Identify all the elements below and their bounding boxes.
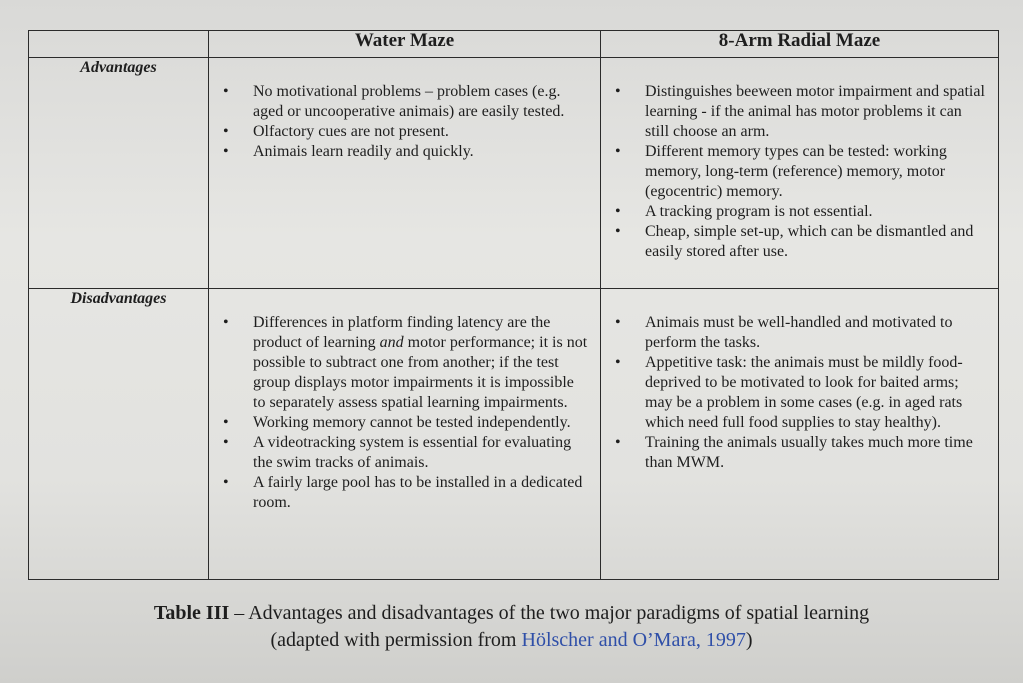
list-item: • Working memory cannot be tested independently. [223, 414, 571, 431]
table-header-row [29, 31, 999, 58]
bullet-list [607, 313, 988, 473]
list-item: • Animais must be well-handled and motivated to perform the tasks. [615, 314, 953, 351]
header-water-maze: Water Maze [209, 31, 601, 58]
header-radial-maze: 8-Arm Radial Maze [601, 31, 999, 58]
cell-advantages-water-maze [209, 58, 601, 289]
list-item: • A videotracking system is essential for evaluating the swim tracks of animais. [223, 434, 572, 471]
table-row-disadvantages [29, 289, 999, 580]
caption-line-2: (adapted with permission from Hölscher and O’Mara, 1997) [270, 629, 753, 651]
list-item: • Olfactory cues are not present. [223, 123, 449, 140]
row-label-advantages: Advantages [29, 58, 209, 289]
list-item: • No motivational problems – problem cases (e.g. aged or uncooperative animais) are easily tested. [223, 83, 565, 120]
caption-line-1 [0, 600, 1023, 627]
caption-text: – Advantages and disadvantages of the two major paradigms of spatial learning [229, 602, 870, 624]
list-item: • Animais learn readily and quickly. [223, 143, 474, 160]
bullet-list [607, 82, 988, 262]
list-item: • Cheap, simple set-up, which can be dismantled and easily stored after use. [615, 223, 974, 260]
list-item: • Differences in platform finding latency are the product of learning and motor performance; it is not possible to subtract one from another; if the test group displays motor impairments it is impossible to separately assess spatial learning impairments. [223, 314, 588, 411]
list-item: • Training the animals usually takes much more time than MWM. [615, 434, 973, 471]
list-item: • Distinguishes beeween motor impairment and spatial learning - if the animal has motor problems it can still choose an arm. [615, 83, 985, 140]
caption-label: Table III [153, 602, 230, 624]
list-item: • Appetitive task: the animais must be mildly food-deprived to be motivated to look for baited arms; may be a problem in some cases (e.g. in aged rats which need full food supplies to stay healthy). [615, 354, 963, 431]
cell-advantages-radial-maze [601, 58, 999, 289]
table-caption [0, 600, 1023, 654]
header-empty [29, 31, 209, 58]
reference-link[interactable]: Hölscher and O’Mara, 1997 [521, 629, 746, 651]
cell-disadvantages-water-maze [209, 289, 601, 580]
list-item: • Different memory types can be tested: working memory, long-term (reference) memory, motor (egocentric) memory. [615, 143, 947, 200]
table-row-advantages [29, 58, 999, 289]
bullet-list [215, 82, 590, 162]
list-item: • A tracking program is not essential. [615, 203, 873, 220]
list-item: • A fairly large pool has to be installed in a dedicated room. [223, 474, 583, 511]
rich-item: Differences in platform finding latency are the product of learning and motor performance; it is not possible to subtract one from another; if the test group displays motor impairments it is impossible to separately assess spatial learning impairments. [253, 314, 588, 411]
comparison-table [28, 30, 999, 580]
bullet-list [215, 313, 590, 513]
cell-disadvantages-radial-maze [601, 289, 999, 580]
row-label-disadvantages: Disadvantages [29, 289, 209, 580]
